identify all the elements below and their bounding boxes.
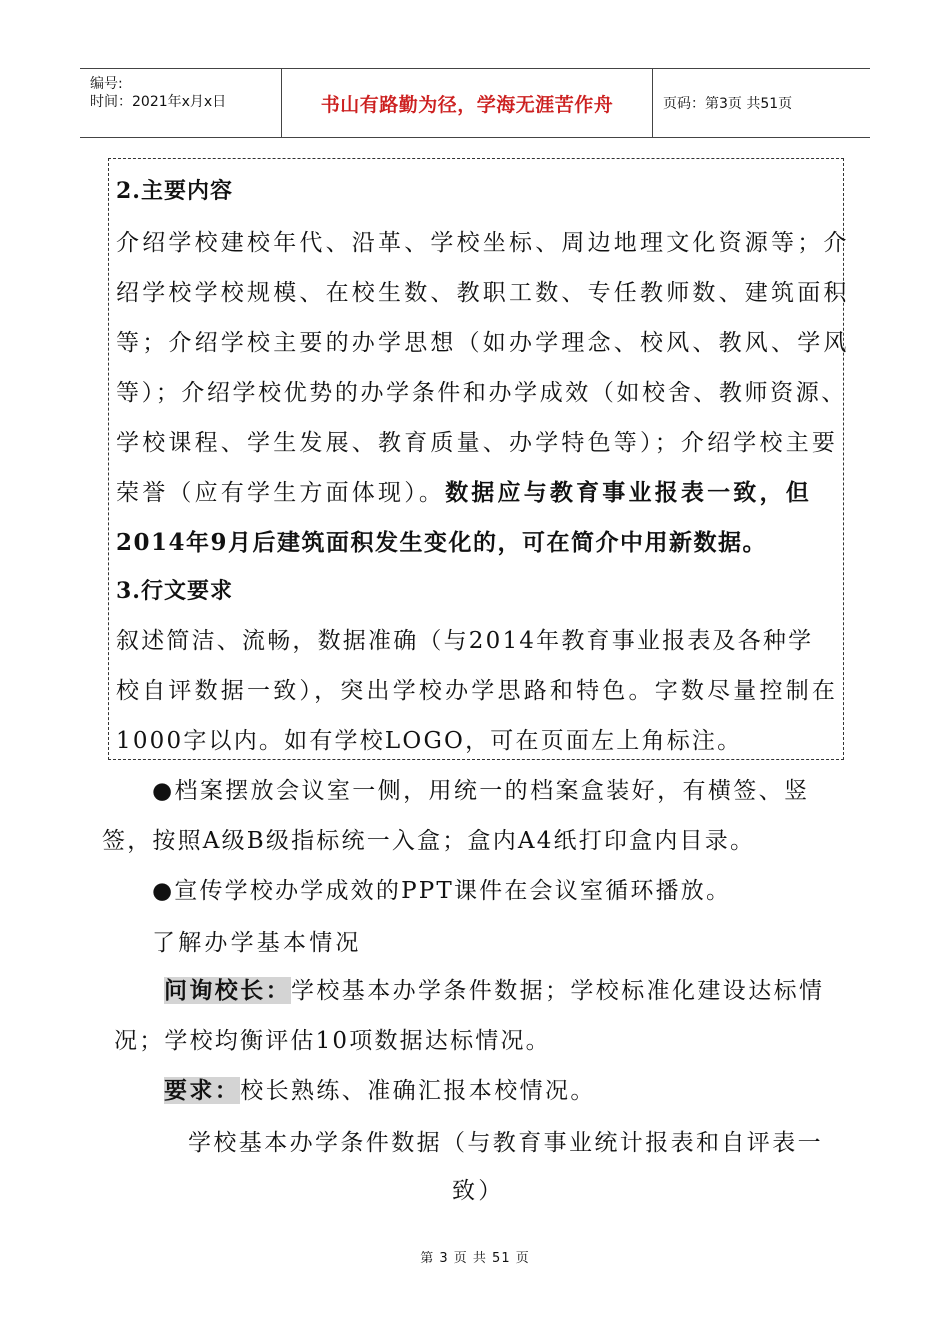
page-footer: 第 3 页 共 51 页 (420, 1251, 530, 1266)
header-page-info: 页码：第3页 共51页 (663, 96, 793, 112)
section-3-title: 3.行文要求 (116, 578, 233, 604)
section-2-line-1: 介绍学校建校年代、沿革、学校坐标、周边地理文化资源等；介 (116, 230, 850, 256)
section-2-line-5: 学校课程、学生发展、教育质量、办学特色等）；介绍学校主要 (116, 430, 839, 456)
page-header (80, 68, 870, 138)
requirement-text: 校长熟练、准确汇报本校情况。 (240, 1078, 596, 1104)
ask-principal-text: 学校基本办学条件数据；学校标准化建设达标情 (291, 978, 825, 1004)
section-2-line-7: 2014年9月后建筑面积发生变化的，可在简介中用新数据。 (116, 529, 768, 556)
bullet-archive-line-1: ●档案摆放会议室一侧，用统一的档案盒装好，有横签、竖 (152, 778, 810, 804)
basic-conditions-line-1: 学校基本办学条件数据（与教育事业统计报表和自评表一 (188, 1130, 823, 1156)
bullet-ppt: ●宣传学校办学成效的PPT课件在会议室循环播放。 (152, 878, 732, 904)
requirement-line (164, 1072, 596, 1105)
basic-conditions-line-2: 致） (452, 1178, 505, 1204)
section-2-line-2: 绍学校学校规模、在校生数、教职工数、专任教师数、建筑面积 (116, 280, 850, 306)
section-2-line-4: 等）；介绍学校优势的办学条件和办学成效（如校舍、教师资源、 (116, 380, 847, 406)
header-meta (80, 69, 282, 137)
section-2-title: 2.主要内容 (116, 178, 233, 204)
ask-principal-line-1 (164, 972, 824, 1005)
section-3-line-3: 1000字以内。如有学校LOGO，可在页面左上角标注。 (116, 728, 743, 754)
ask-principal-line-2: 况；学校均衡评估10项数据达标情况。 (114, 1028, 551, 1054)
section-3-line-1: 叙述简洁、流畅，数据准确（与2014年教育事业报表及各种学 (116, 628, 814, 654)
document-number-label: 编号: (90, 76, 123, 92)
header-motto: 书山有路勤为径，学海无涯苦作舟 (282, 69, 653, 137)
understand-heading: 了解办学基本情况 (152, 930, 362, 956)
section-2-line-6-normal: 荣誉（应有学生方面体现）。 (116, 480, 446, 506)
document-time: 时间：2021年x月x日 (90, 94, 227, 110)
section-2-line-6 (116, 474, 812, 507)
requirement-label: 要求： (164, 1077, 241, 1104)
section-2-line-6-bold: 数据应与教育事业报表一致，但 (445, 479, 812, 506)
ask-principal-label: 问询校长： (164, 977, 291, 1004)
bullet-archive-line-2: 签，按照A级B级指标统一入盒；盒内A4纸打印盒内目录。 (102, 828, 756, 854)
section-2-line-3: 等；介绍学校主要的办学思想（如办学理念、校风、教风、学风 (116, 330, 850, 356)
section-3-line-2: 校自评数据一致），突出学校办学思路和特色。字数尽量控制在 (116, 678, 839, 704)
